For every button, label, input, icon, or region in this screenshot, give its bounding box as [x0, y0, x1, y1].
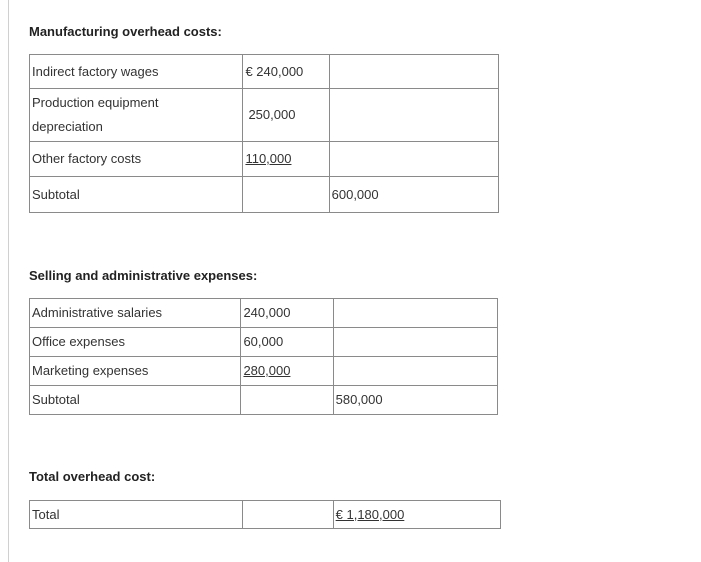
row-subtotal [333, 357, 497, 386]
table-row [30, 89, 499, 142]
row-subtotal [329, 89, 498, 142]
table-row [30, 501, 501, 529]
underlined-amount: 280,000 [243, 363, 291, 378]
underlined-total: € 1,180,000 [335, 506, 405, 522]
row-amount [243, 177, 329, 213]
row-subtotal: 600,000 [329, 177, 498, 213]
row-subtotal [329, 55, 498, 89]
row-amount [243, 501, 333, 529]
total-overhead-heading: Total overhead cost: [29, 469, 156, 484]
manufacturing-heading: Manufacturing overhead costs: [29, 24, 222, 39]
row-label: Other factory costs [30, 142, 243, 177]
row-amount: 240,000 [241, 299, 333, 328]
table-row [30, 299, 498, 328]
row-amount [241, 357, 333, 386]
table-row [30, 386, 498, 415]
row-amount: € 240,000 [243, 55, 329, 89]
row-label: Administrative salaries [30, 299, 241, 328]
underlined-amount: 110,000 [245, 151, 292, 166]
row-amount [241, 386, 333, 415]
row-total [333, 501, 500, 529]
row-label-line: depreciation [32, 119, 103, 134]
row-amount: 60,000 [241, 328, 333, 357]
row-label: Subtotal [30, 177, 243, 213]
row-label: Marketing expenses [30, 357, 241, 386]
left-divider [8, 0, 9, 562]
table-row [30, 357, 498, 386]
row-subtotal [329, 142, 498, 177]
total-overhead-table [29, 500, 501, 529]
row-label [30, 89, 243, 142]
row-subtotal [333, 299, 497, 328]
selling-admin-table [29, 298, 498, 415]
row-label-line: Production equipment [32, 95, 159, 110]
selling-admin-heading: Selling and administrative expenses: [29, 268, 258, 283]
row-label: Subtotal [30, 386, 241, 415]
row-label: Office expenses [30, 328, 241, 357]
row-subtotal: 580,000 [333, 386, 497, 415]
row-label: Indirect factory wages [30, 55, 243, 89]
table-row [30, 177, 499, 213]
row-amount: 250,000 [243, 89, 329, 142]
table-row [30, 142, 499, 177]
table-row [30, 328, 498, 357]
manufacturing-table [29, 54, 499, 213]
row-amount [243, 142, 329, 177]
table-row [30, 55, 499, 89]
row-subtotal [333, 328, 497, 357]
row-label: Total [30, 501, 243, 529]
